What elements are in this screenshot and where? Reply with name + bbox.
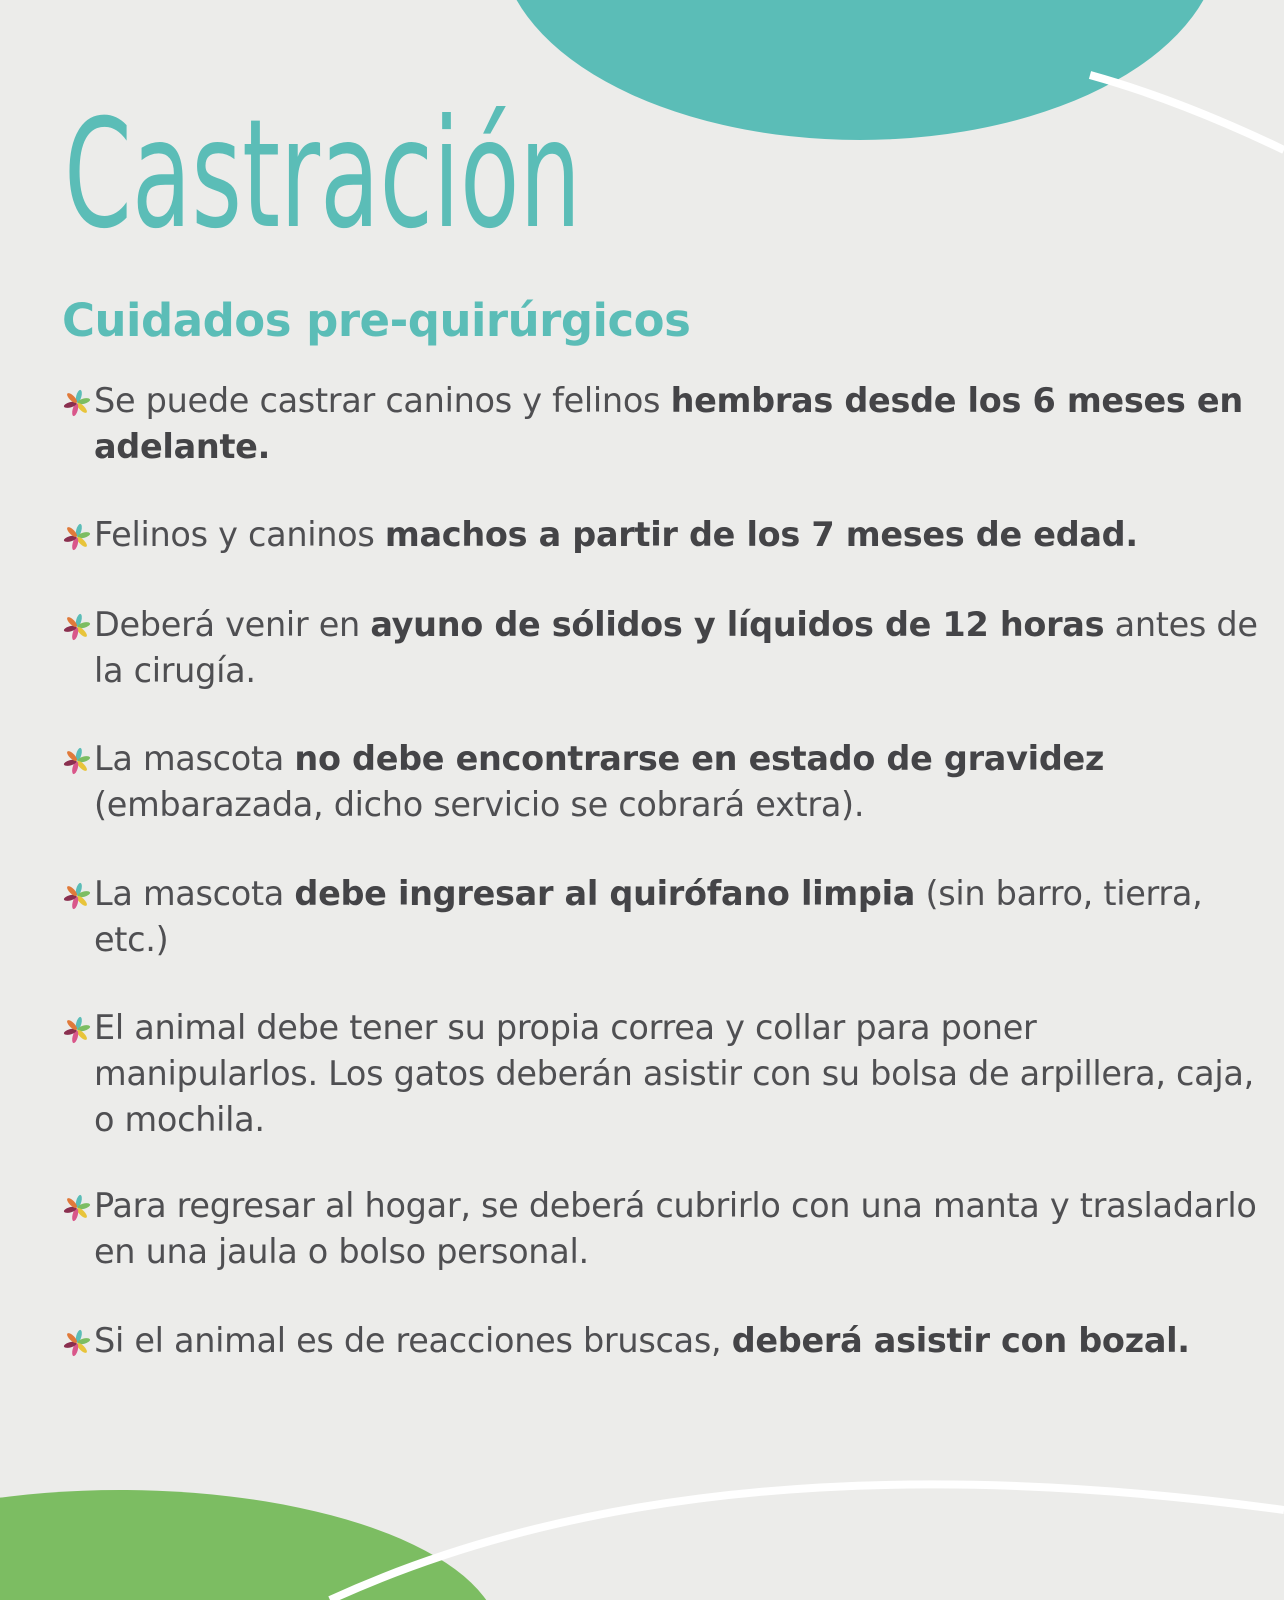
list-item-text: El animal debe tener su propia correa y collar para poner manipularlos. Los gatos deberán asistir con su bolsa de arpillera, caja, o mochila. — [94, 1008, 1254, 1139]
page-subtitle: Cuidados pre-quirúrgicos — [62, 294, 691, 347]
list-item-text: Deberá venir en ayuno de sólidos y líquidos de 12 horas antes de la cirugía. — [94, 605, 1258, 690]
list-item — [60, 378, 1260, 470]
flower-bullet-icon — [60, 1191, 94, 1225]
list-item — [60, 1318, 1260, 1364]
flower-bullet-icon — [60, 879, 94, 913]
list-item — [60, 602, 1260, 694]
flower-bullet-icon — [60, 520, 94, 554]
flower-bullet-icon — [60, 1326, 94, 1360]
list-item — [60, 1005, 1260, 1143]
page-title: Castración — [64, 88, 582, 262]
flower-bullet-icon — [60, 610, 94, 644]
list-item-text: Si el animal es de reacciones bruscas, deberá asistir con bozal. — [94, 1321, 1190, 1360]
flower-bullet-icon — [60, 1013, 94, 1047]
list-item — [60, 871, 1260, 963]
list-item — [60, 1183, 1260, 1275]
list-item-text: Para regresar al hogar, se deberá cubrirlo con una manta y trasladarlo en una jaula o bolso personal. — [94, 1186, 1257, 1271]
teal-blob-shape — [500, 0, 1220, 140]
list-item — [60, 512, 1260, 558]
green-blob-shape — [0, 1490, 500, 1600]
list-item-text: La mascota no debe encontrarse en estado de gravidez (embarazada, dicho servicio se cobrará extra). — [94, 739, 1105, 824]
list-item-text: Felinos y caninos machos a partir de los 7 meses de edad. — [94, 515, 1138, 554]
bottom-white-arc — [330, 1484, 1284, 1600]
top-white-arc — [1090, 75, 1284, 150]
flower-bullet-icon — [60, 744, 94, 778]
list-item-text: Se puede castrar caninos y felinos hembras desde los 6 meses en adelante. — [94, 381, 1243, 466]
list-item — [60, 736, 1260, 828]
list-item-text: La mascota debe ingresar al quirófano limpia (sin barro, tierra, etc.) — [94, 874, 1203, 959]
flower-bullet-icon — [60, 386, 94, 420]
